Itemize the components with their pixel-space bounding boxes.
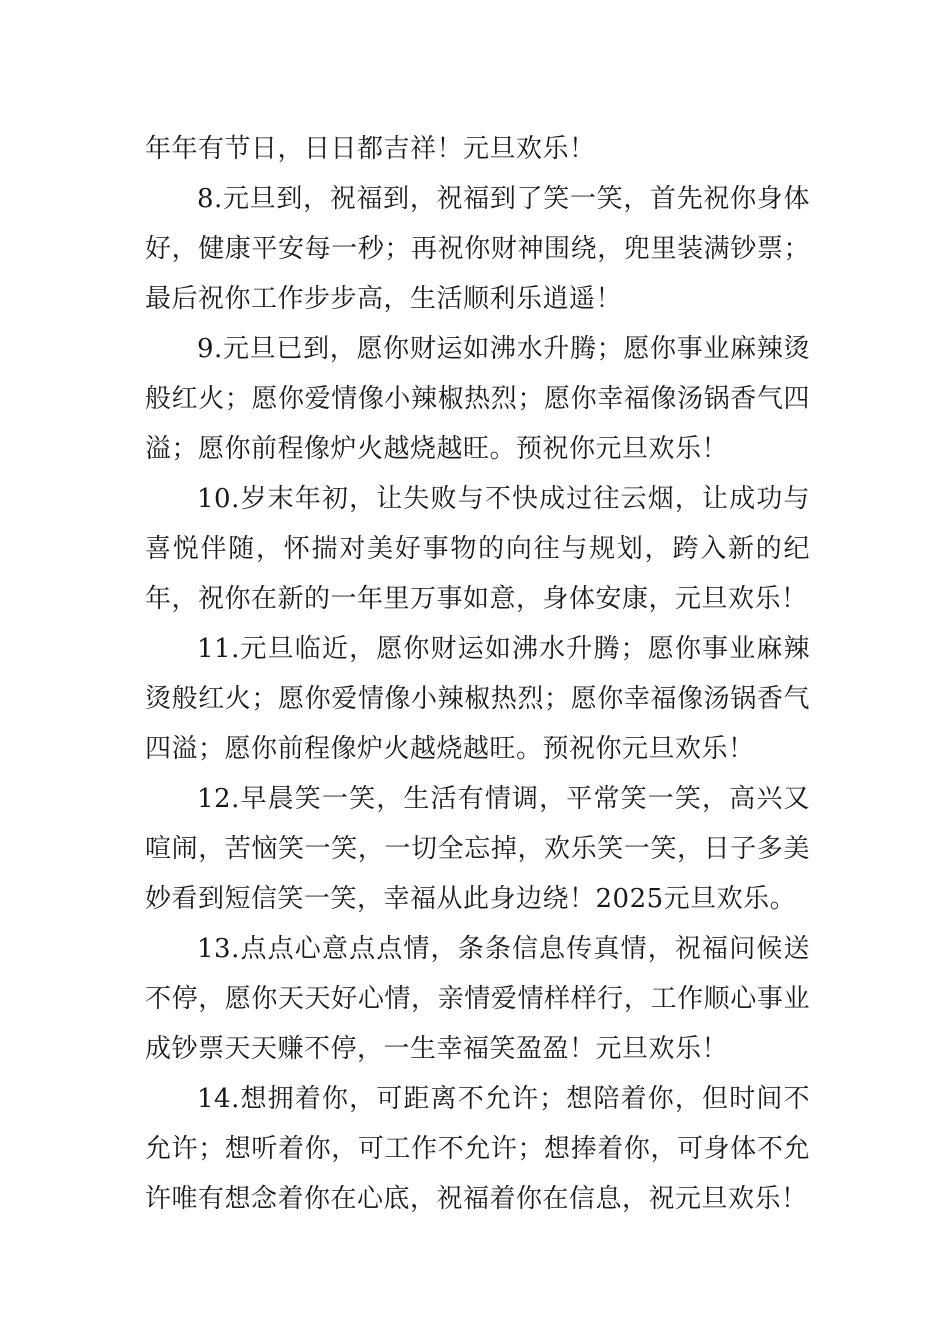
paragraph-item-10: 10.岁末年初，让失败与不快成过往云烟，让成功与喜悦伴随，怀揣对美好事物的向往与规划，跨入新的纪年，祝你在新的一年里万事如意，身体安康，元旦欢乐！ xyxy=(145,484,810,614)
paragraph-item-13: 13.点点心意点点情，条条信息传真情，祝福问候送不停，愿你天天好心情，亲情爱情样样行，工作顺心事业成钞票天天赚不停，一生幸福笑盈盈！元旦欢乐！ xyxy=(145,934,810,1064)
paragraph-item-14: 14.想拥着你，可距离不允许；想陪着你，但时间不允许；想听着你，可工作不允许；想捧着你，可身体不允许唯有想念着你在心底，祝福着你在信息，祝元旦欢乐！ xyxy=(145,1084,810,1214)
paragraph-item-12: 12.早晨笑一笑，生活有情调，平常笑一笑，高兴又喧闹，苦恼笑一笑，一切全忘掉，欢乐笑一笑，日子多美妙看到短信笑一笑，幸福从此身边绕！2025元旦欢乐。 xyxy=(145,784,810,914)
paragraph-item-11: 11.元旦临近，愿你财运如沸水升腾；愿你事业麻辣烫般红火；愿你爱情像小辣椒热烈；愿你幸福像汤锅香气四溢；愿你前程像炉火越烧越旺。预祝你元旦欢乐！ xyxy=(145,634,810,764)
paragraph-item-8: 8.元旦到，祝福到，祝福到了笑一笑，首先祝你身体好，健康平安每一秒；再祝你财神围绕，兜里装满钞票；最后祝你工作步步高，生活顺利乐逍遥！ xyxy=(145,184,810,314)
paragraph-item-9: 9.元旦已到，愿你财运如沸水升腾；愿你事业麻辣烫般红火；愿你爱情像小辣椒热烈；愿你幸福像汤锅香气四溢；愿你前程像炉火越烧越旺。预祝你元旦欢乐！ xyxy=(145,334,810,464)
document-body xyxy=(145,124,810,1224)
paragraph-continuation: 年年有节日，日日都吉祥！元旦欢乐！ xyxy=(145,134,596,164)
